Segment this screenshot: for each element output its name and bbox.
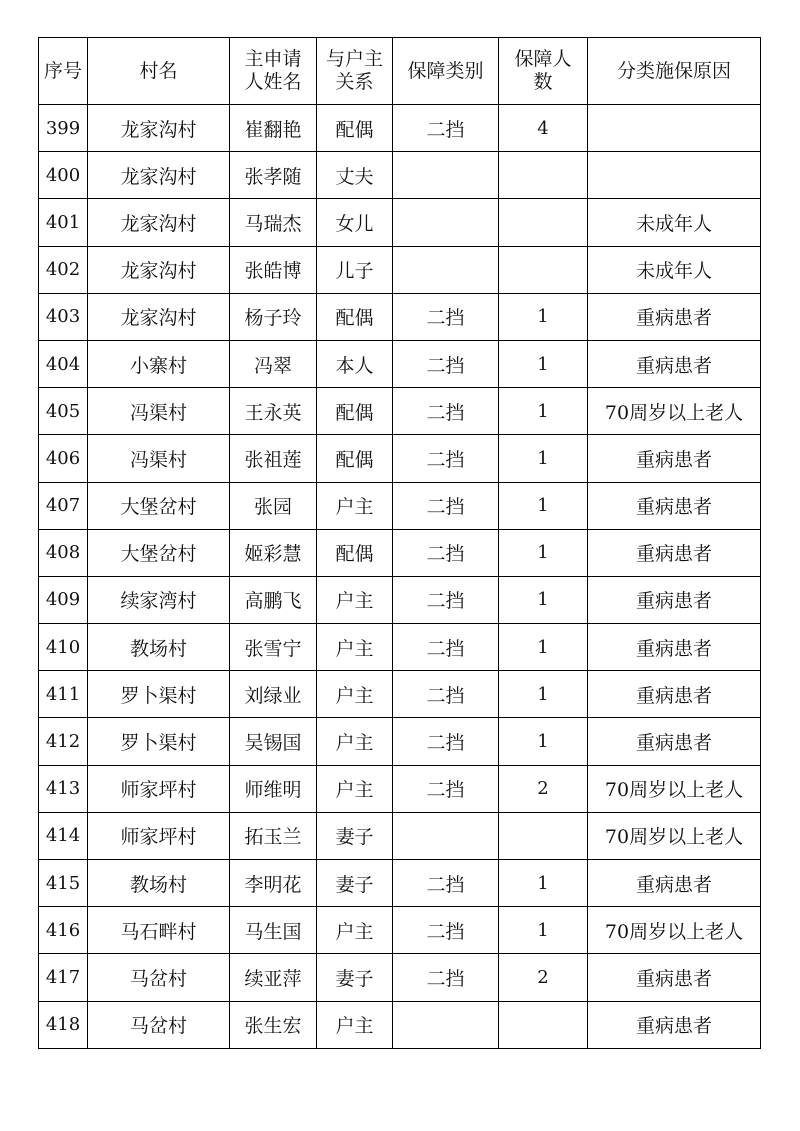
cell-category: 二挡: [393, 435, 499, 482]
cell-village: 大堡岔村: [88, 529, 230, 576]
cell-count: 1: [499, 907, 588, 954]
cell-village: 龙家沟村: [88, 152, 230, 199]
table-row: [39, 246, 761, 293]
cell-village: 小寨村: [88, 340, 230, 387]
cell-count: 2: [499, 954, 588, 1001]
cell-count: [499, 199, 588, 246]
cell-village: 罗卜渠村: [88, 718, 230, 765]
cell-reason: 重病患者: [588, 293, 761, 340]
cell-category: 二挡: [393, 482, 499, 529]
cell-count: 1: [499, 482, 588, 529]
table-row: [39, 340, 761, 387]
cell-applicant: 崔翻艳: [230, 105, 317, 152]
cell-applicant: 马瑞杰: [230, 199, 317, 246]
table-row: [39, 435, 761, 482]
cell-count: 1: [499, 624, 588, 671]
cell-index: 416: [39, 907, 88, 954]
cell-category: 二挡: [393, 671, 499, 718]
cell-village: 龙家沟村: [88, 293, 230, 340]
table-row: [39, 529, 761, 576]
cell-index: 400: [39, 152, 88, 199]
cell-village: 罗卜渠村: [88, 671, 230, 718]
cell-village: 龙家沟村: [88, 105, 230, 152]
cell-index: 403: [39, 293, 88, 340]
cell-index: 408: [39, 529, 88, 576]
cell-count: [499, 1001, 588, 1048]
cell-relation: 妻子: [317, 860, 393, 907]
cell-index: 402: [39, 246, 88, 293]
cell-index: 401: [39, 199, 88, 246]
cell-index: 409: [39, 576, 88, 623]
table-row: [39, 482, 761, 529]
cell-relation: 本人: [317, 340, 393, 387]
cell-relation: 户主: [317, 718, 393, 765]
table-row: [39, 812, 761, 859]
cell-count: 1: [499, 529, 588, 576]
cell-reason: 重病患者: [588, 1001, 761, 1048]
cell-relation: 户主: [317, 1001, 393, 1048]
cell-reason: 重病患者: [588, 576, 761, 623]
cell-reason: [588, 152, 761, 199]
table-row: [39, 954, 761, 1001]
cell-applicant: 张孝随: [230, 152, 317, 199]
cell-applicant: 李明花: [230, 860, 317, 907]
header-text-line: 关系: [335, 71, 374, 93]
cell-index: 406: [39, 435, 88, 482]
cell-applicant: 续亚萍: [230, 954, 317, 1001]
cell-applicant: 张皓博: [230, 246, 317, 293]
table-row: [39, 152, 761, 199]
cell-category: 二挡: [393, 718, 499, 765]
cell-index: 411: [39, 671, 88, 718]
cell-count: 1: [499, 671, 588, 718]
cell-count: 1: [499, 388, 588, 435]
header-text-line: 村名: [139, 59, 178, 82]
cell-category: 二挡: [393, 105, 499, 152]
cell-applicant: 吴锡国: [230, 718, 317, 765]
cell-count: [499, 812, 588, 859]
header-reason: [588, 38, 761, 105]
cell-reason: 重病患者: [588, 718, 761, 765]
table-row: [39, 671, 761, 718]
cell-index: 418: [39, 1001, 88, 1048]
cell-village: 师家坪村: [88, 765, 230, 812]
table-row: [39, 199, 761, 246]
header-text-line: 与户主: [325, 48, 383, 70]
cell-category: 二挡: [393, 340, 499, 387]
header-index: [39, 38, 88, 105]
cell-reason: 重病患者: [588, 340, 761, 387]
cell-applicant: 冯翠: [230, 340, 317, 387]
cell-applicant: 王永英: [230, 388, 317, 435]
cell-category: 二挡: [393, 388, 499, 435]
cell-index: 404: [39, 340, 88, 387]
table-row: [39, 718, 761, 765]
table-row: [39, 624, 761, 671]
cell-relation: 妻子: [317, 954, 393, 1001]
cell-relation: 户主: [317, 671, 393, 718]
header-text-line: 保障人: [514, 48, 572, 70]
cell-index: 413: [39, 765, 88, 812]
cell-relation: 配偶: [317, 105, 393, 152]
cell-village: 马岔村: [88, 954, 230, 1001]
cell-category: [393, 152, 499, 199]
cell-count: 1: [499, 340, 588, 387]
cell-reason: 重病患者: [588, 435, 761, 482]
cell-applicant: 姬彩慧: [230, 529, 317, 576]
cell-reason: 重病患者: [588, 671, 761, 718]
cell-reason: 70周岁以上老人: [588, 812, 761, 859]
cell-count: 1: [499, 860, 588, 907]
cell-village: 冯渠村: [88, 435, 230, 482]
cell-applicant: 高鹏飞: [230, 576, 317, 623]
cell-category: 二挡: [393, 293, 499, 340]
cell-village: 马岔村: [88, 1001, 230, 1048]
header-text-line: 序号: [43, 59, 82, 82]
cell-village: 师家坪村: [88, 812, 230, 859]
cell-applicant: 杨子玲: [230, 293, 317, 340]
cell-relation: 户主: [317, 624, 393, 671]
cell-index: 414: [39, 812, 88, 859]
cell-index: 415: [39, 860, 88, 907]
cell-index: 405: [39, 388, 88, 435]
cell-relation: 配偶: [317, 435, 393, 482]
header-text-line: 分类施保原因: [616, 59, 731, 82]
table-row: [39, 907, 761, 954]
cell-count: 2: [499, 765, 588, 812]
header-text-line: 主申请: [244, 48, 302, 70]
cell-category: 二挡: [393, 860, 499, 907]
cell-applicant: 马生国: [230, 907, 317, 954]
cell-reason: 重病患者: [588, 529, 761, 576]
cell-index: 407: [39, 482, 88, 529]
table-header-row: [39, 38, 761, 105]
cell-relation: 配偶: [317, 388, 393, 435]
cell-count: 4: [499, 105, 588, 152]
cell-applicant: 张祖莲: [230, 435, 317, 482]
cell-reason: 重病患者: [588, 954, 761, 1001]
cell-village: 冯渠村: [88, 388, 230, 435]
table-row: [39, 860, 761, 907]
cell-village: 大堡岔村: [88, 482, 230, 529]
cell-village: 马石畔村: [88, 907, 230, 954]
cell-category: 二挡: [393, 576, 499, 623]
cell-village: 续家湾村: [88, 576, 230, 623]
cell-index: 410: [39, 624, 88, 671]
cell-relation: 配偶: [317, 293, 393, 340]
cell-index: 399: [39, 105, 88, 152]
cell-applicant: 拓玉兰: [230, 812, 317, 859]
cell-count: 1: [499, 435, 588, 482]
cell-reason: 70周岁以上老人: [588, 765, 761, 812]
header-count: [499, 38, 588, 105]
table-row: [39, 388, 761, 435]
cell-category: 二挡: [393, 907, 499, 954]
cell-applicant: 刘绿业: [230, 671, 317, 718]
cell-relation: 妻子: [317, 812, 393, 859]
cell-count: 1: [499, 576, 588, 623]
cell-village: 教场村: [88, 860, 230, 907]
cell-applicant: 张园: [230, 482, 317, 529]
cell-reason: 重病患者: [588, 860, 761, 907]
cell-category: [393, 246, 499, 293]
cell-applicant: 张生宏: [230, 1001, 317, 1048]
cell-village: 龙家沟村: [88, 246, 230, 293]
cell-relation: 儿子: [317, 246, 393, 293]
cell-relation: 户主: [317, 576, 393, 623]
header-relation: [317, 38, 393, 105]
table-row: [39, 105, 761, 152]
cell-category: 二挡: [393, 624, 499, 671]
cell-category: [393, 812, 499, 859]
table-row: [39, 576, 761, 623]
header-text-line: 保障类别: [407, 59, 484, 82]
header-text-line: 人姓名: [244, 71, 302, 93]
cell-category: 二挡: [393, 954, 499, 1001]
cell-reason: [588, 105, 761, 152]
cell-reason: 未成年人: [588, 199, 761, 246]
cell-count: 1: [499, 718, 588, 765]
cell-village: 龙家沟村: [88, 199, 230, 246]
header-village: [88, 38, 230, 105]
cell-relation: 户主: [317, 482, 393, 529]
cell-category: [393, 1001, 499, 1048]
table-row: [39, 1001, 761, 1048]
cell-reason: 重病患者: [588, 624, 761, 671]
cell-reason: 70周岁以上老人: [588, 907, 761, 954]
document-page: [38, 37, 761, 1049]
table-body: [39, 105, 761, 1049]
cell-count: 1: [499, 293, 588, 340]
table-row: [39, 765, 761, 812]
cell-category: 二挡: [393, 765, 499, 812]
cell-reason: 70周岁以上老人: [588, 388, 761, 435]
cell-count: [499, 246, 588, 293]
header-applicant: [230, 38, 317, 105]
header-text-line: 数: [533, 71, 553, 93]
cell-applicant: 师维明: [230, 765, 317, 812]
cell-relation: 丈夫: [317, 152, 393, 199]
assistance-table: [38, 37, 761, 1049]
cell-reason: 重病患者: [588, 482, 761, 529]
cell-index: 412: [39, 718, 88, 765]
cell-index: 417: [39, 954, 88, 1001]
cell-category: [393, 199, 499, 246]
cell-relation: 户主: [317, 907, 393, 954]
cell-relation: 女儿: [317, 199, 393, 246]
cell-count: [499, 152, 588, 199]
cell-village: 教场村: [88, 624, 230, 671]
table-row: [39, 293, 761, 340]
cell-relation: 配偶: [317, 529, 393, 576]
cell-applicant: 张雪宁: [230, 624, 317, 671]
cell-relation: 户主: [317, 765, 393, 812]
cell-category: 二挡: [393, 529, 499, 576]
header-category: [393, 38, 499, 105]
cell-reason: 未成年人: [588, 246, 761, 293]
